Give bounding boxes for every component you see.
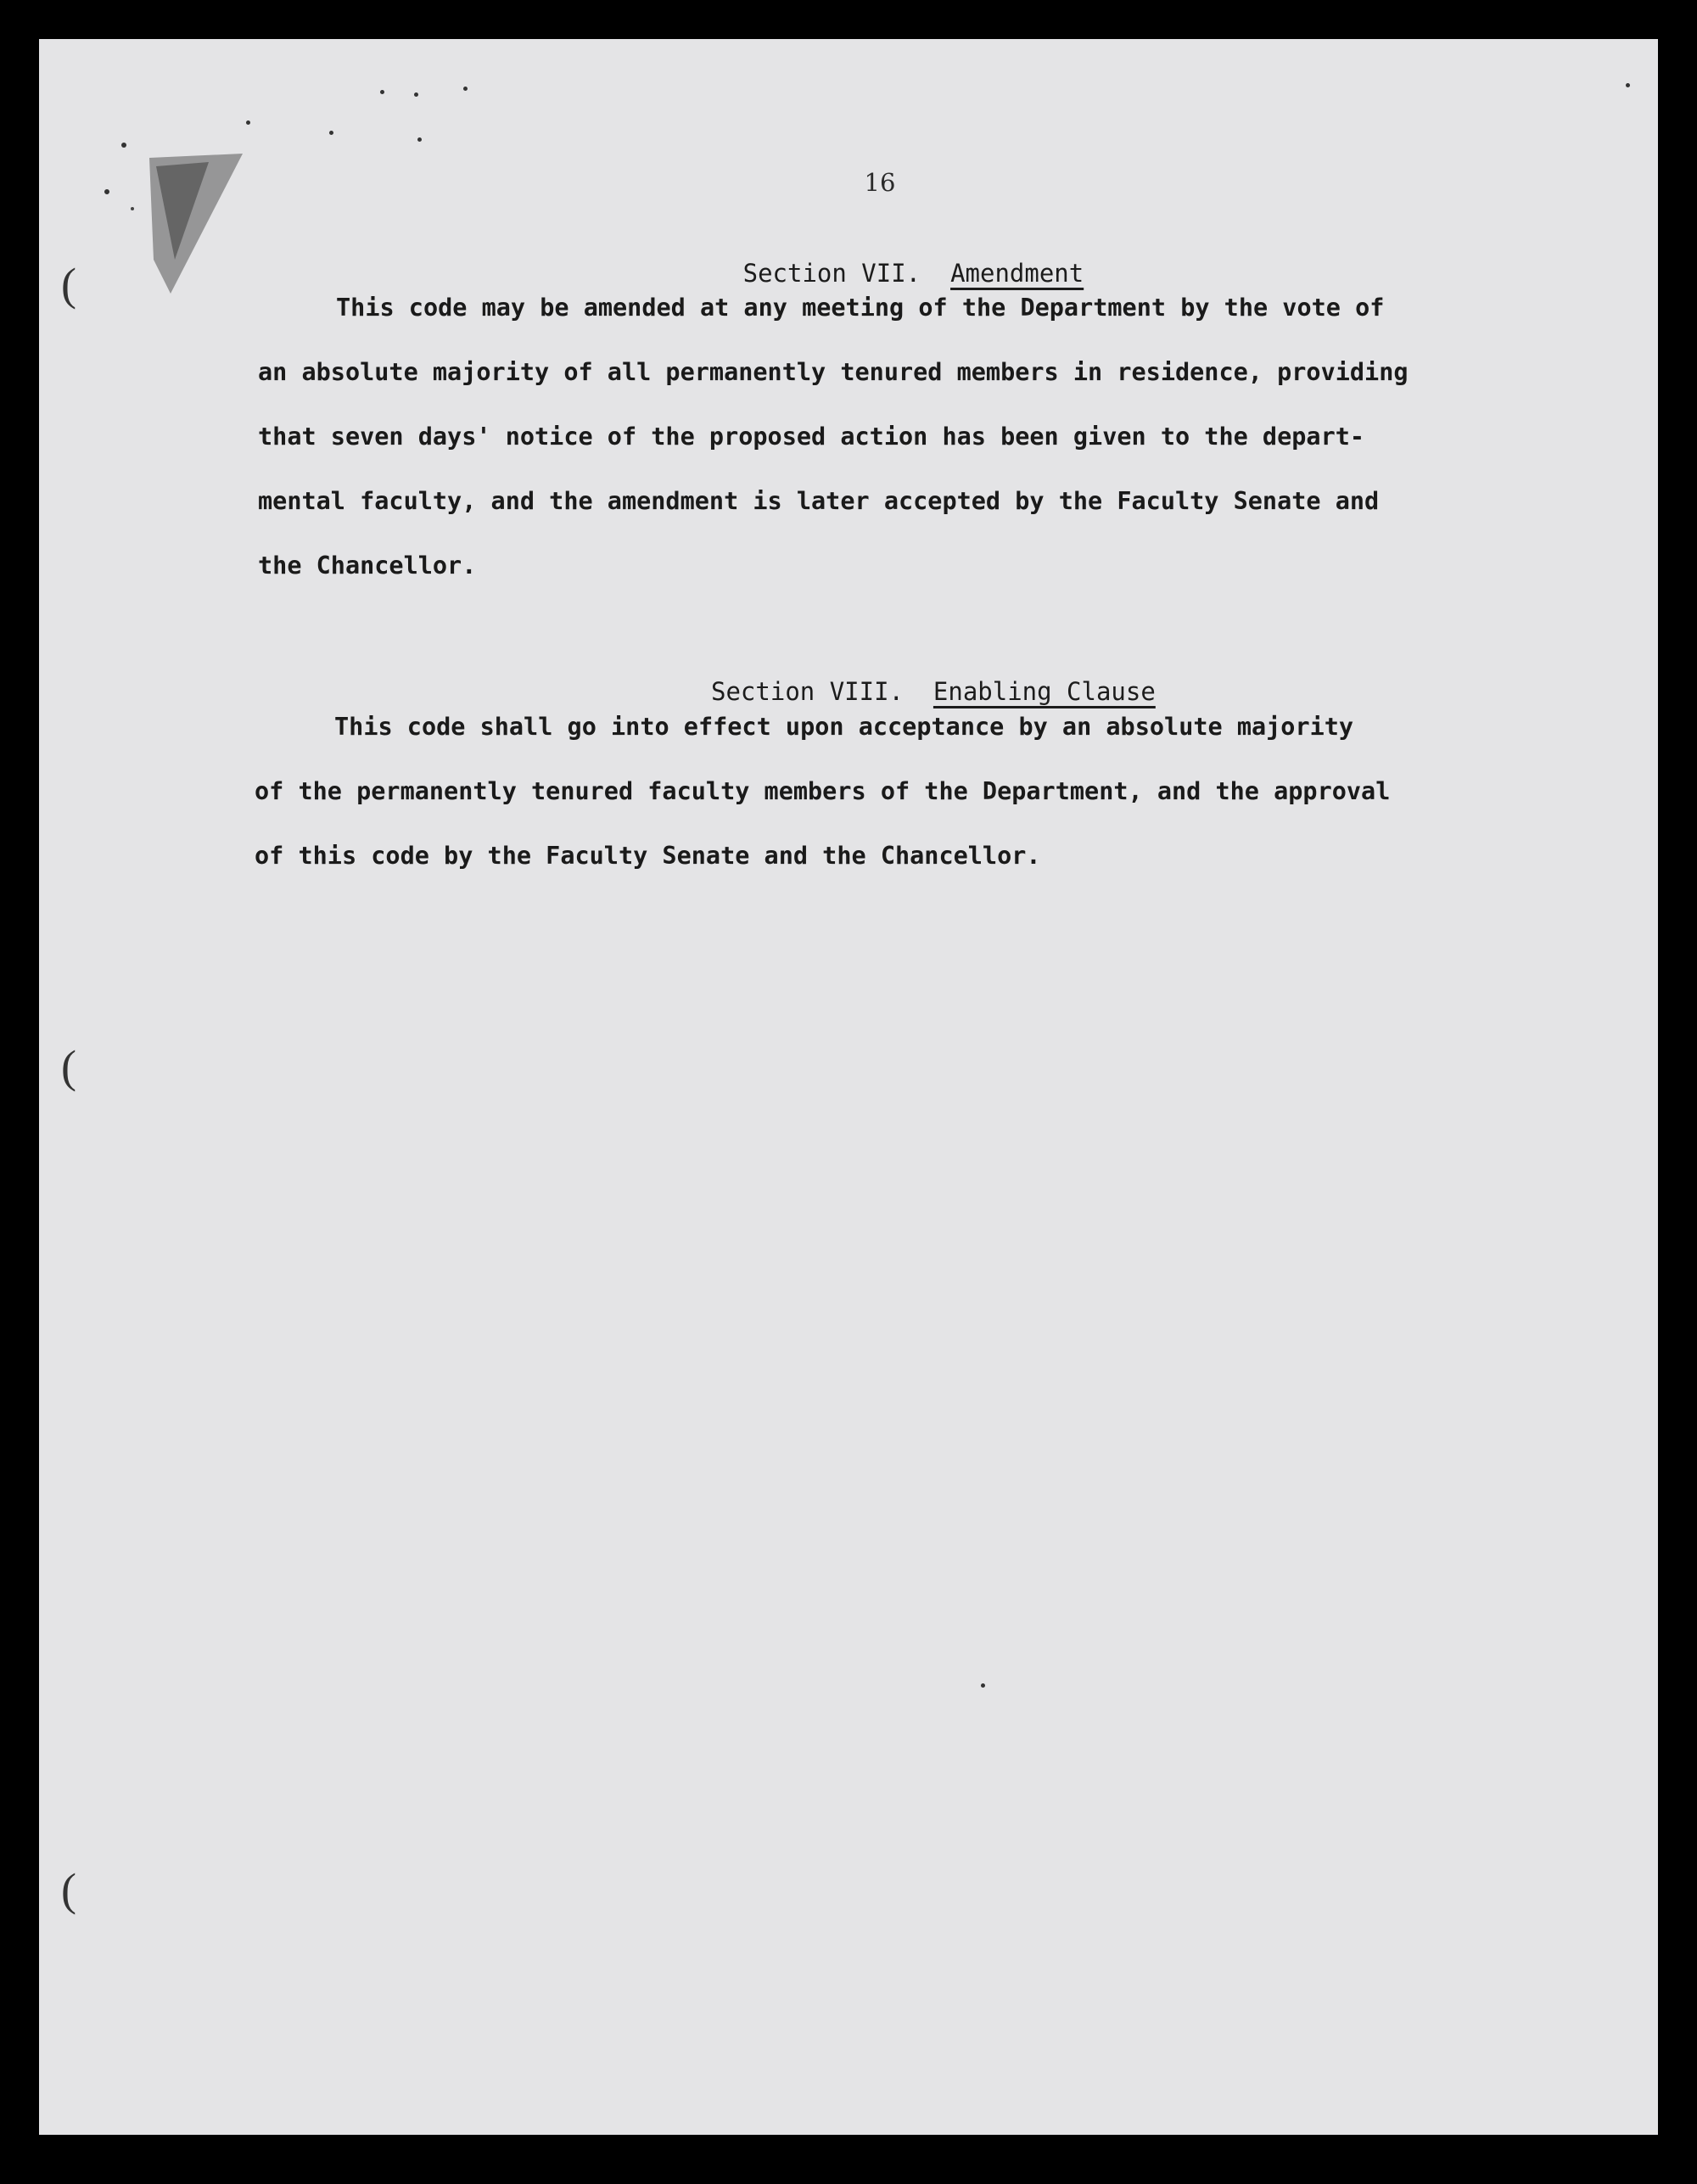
scan-speck [417,137,422,142]
scan-speck [1626,83,1630,87]
scan-bracket-mark: ( [61,1864,76,1915]
scan-bracket-mark: ( [61,1041,76,1092]
paragraph-line: mental faculty, and the amendment is later accepted by the Faculty Senate and [258,487,1380,515]
section-label: Section VII. [742,259,921,288]
paragraph-line: that seven days' notice of the proposed action has been given to the depart- [258,423,1365,451]
paragraph-line: an absolute majority of all permanently tenured members in residence, providing [258,358,1409,386]
scan-speck [414,92,418,97]
paragraph-line: the Chancellor. [258,552,477,580]
paragraph-line: of this code by the Faculty Senate and the Chancellor. [255,842,1041,870]
scan-bracket-mark: ( [61,259,76,310]
document-page [39,39,1658,2135]
page-number: 16 [864,168,896,197]
scan-speck [463,87,468,91]
paragraph-line: of the permanently tenured faculty members of the Department, and the approval [255,777,1391,805]
paragraph-line: This code may be amended at any meeting of the Department by the vote of [336,294,1385,322]
section-label: Section VIII. [711,677,904,706]
section-title: Amendment [950,259,1084,288]
paragraph-line: This code shall go into effect upon acceptance by an absolute majority [334,713,1354,741]
scan-speck [246,120,250,125]
scan-speck [380,90,384,94]
section-title: Enabling Clause [933,677,1156,706]
scan-speck [981,1683,985,1688]
scan-speck [329,131,333,135]
